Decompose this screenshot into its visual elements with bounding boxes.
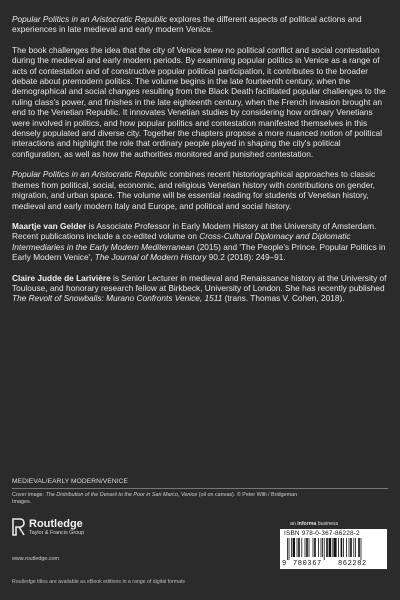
barcode-bar (358, 538, 360, 557)
barcode-bar (314, 538, 316, 557)
author-bio-1 (12, 221, 392, 263)
isbn-label: ISBN 978-0-367-86228-2 (284, 530, 360, 537)
barcode-bar (289, 538, 290, 560)
publisher-group: Taylor & Francis Group (29, 530, 85, 536)
bio-text: is Associate Professor in Early Modern History at the University of Amsterdam. Recent publications include a co-edited volume on (12, 220, 377, 242)
routledge-mark-icon (12, 518, 25, 536)
book-title: Popular Politics in an Aristocratic Republic (12, 169, 168, 180)
barcode-bar (322, 538, 323, 557)
cover-credit-rest: (oil on canvas). © Peter Willi / Bridgeman Images. (12, 492, 298, 505)
informa-suffix: business (316, 521, 339, 527)
barcode-digits-right: 862282 (338, 560, 367, 568)
blurb-paragraph-2: The book challenges the idea that the city of Venice knew no political conflict and social contestation during the medieval and early modern periods. By examining popular politics in Venice as a range of acts of contestation and of constructive popular political participation, it contributes to the broader debate about premodern politics. The volume begins in the late fourteenth century, when the demographical and social changes resulting from the Black Death facilitated popular challenges to the ruling class's power, and finishes in the late eighteenth century, when the French invasion brought an end to the Venetian Republic. It innovates Venetian studies by considering how ordinary Venetians were involved in politics, and how popular politics and contestation manifested themselves in this densely populated and diverse city. Together the chapters propose a more nuanced notion of political interactions and highlight the role that ordinary people played in shaping the city's political configuration, as well as how the authorities monitored and punished contestation. (12, 44, 386, 159)
bio-text: (2015) and 'The People's Prince. Popular Politics in Early Modern Venice', (12, 241, 386, 263)
barcode-bar (321, 538, 322, 557)
subject-category: MEDIEVAL/EARLY MODERN/VENICE (12, 478, 129, 485)
barcode-bar (346, 538, 347, 557)
barcode-bar (338, 538, 339, 557)
barcode-bar (298, 538, 300, 557)
barcode-digits-left: 780367 (293, 560, 322, 568)
barcode-bar (301, 538, 302, 557)
publisher-name: Routledge (29, 518, 83, 530)
cover-credit (12, 492, 302, 506)
barcode-bar (326, 538, 328, 557)
publisher-url: www.routledge.com (12, 556, 60, 562)
ebook-notice: Routledge titles are available as eBook editions in a range of digital formats (12, 579, 186, 585)
divider (12, 488, 388, 489)
blurb-text: combines recent historiographical approaches to classic themes from political, social, economic, and religious Venetian history with contributions on gender, migration, and urban space. The volume will be essential reading for students of Venetian history, medieval and early modern Italy and Europe, and political and social history. (12, 169, 376, 211)
barcode-bar (309, 538, 310, 557)
informa-brand: informa (297, 521, 317, 527)
barcode-digit-first: 9 (282, 560, 287, 568)
barcode-bar (333, 538, 336, 557)
barcode-bars (283, 538, 384, 560)
blurb-text: explores the different aspects of political actions and experiences in late medieval and early modern Venice. (12, 14, 362, 35)
author-name: Maartje van Gelder (12, 220, 87, 231)
barcode-bar (329, 538, 331, 557)
barcode-bar (355, 538, 356, 557)
isbn-barcode (280, 529, 387, 569)
informa-prefix: an (290, 521, 298, 527)
barcode-bar (324, 538, 325, 560)
blurb-paragraph-3 (12, 169, 392, 211)
barcode-bar (350, 538, 352, 557)
bio-text: (trans. Thomas V. Cohen, 2018). (222, 293, 345, 304)
barcode-bar (297, 538, 298, 557)
informa-business-label (290, 521, 338, 527)
cover-credit-prefix: Cover image: (12, 492, 46, 498)
barcode-bar (305, 538, 306, 557)
footer-bar (0, 575, 400, 600)
barcode-bar (349, 538, 350, 557)
barcode-bar (313, 538, 314, 557)
barcode-bar (361, 538, 362, 560)
blurb-paragraph-1 (12, 14, 392, 35)
routledge-logo (12, 518, 84, 537)
book-title: Popular Politics in an Aristocratic Republic (12, 14, 168, 24)
barcode-bar (318, 538, 319, 557)
barcode-bar (287, 538, 288, 560)
barcode-bar (343, 538, 344, 557)
barcode-bar (293, 538, 295, 557)
barcode-bar (341, 538, 343, 557)
bio-book-title: The Revolt of Snowballs: Murano Confronts Venice, 1511 (12, 293, 223, 304)
back-cover-text (12, 14, 392, 314)
author-name: Claire Judde de Larivière (12, 272, 111, 283)
author-bio-2 (12, 273, 392, 304)
cover-image-title: The Distribution of the Denarii to the Poor in San Marco, Venice (45, 492, 198, 498)
barcode-bar (353, 538, 354, 557)
bio-journal-title: The Journal of Modern History (94, 252, 207, 263)
barcode-bar (291, 538, 292, 557)
bio-text: is Senior Lecturer in medieval and Renaissance history at the University of Toulouse, and honorary research fellow at Birkbeck, University of London. She has recently published (12, 272, 387, 293)
bio-text: 90.2 (2018): 249–91. (206, 252, 286, 263)
barcode-bar (306, 538, 308, 557)
barcode-bar (332, 538, 333, 557)
bio-book-title: Cross-Cultural Diplomacy and Diplomatic Intermediaries in the Early Modern Mediterranean (12, 231, 351, 252)
